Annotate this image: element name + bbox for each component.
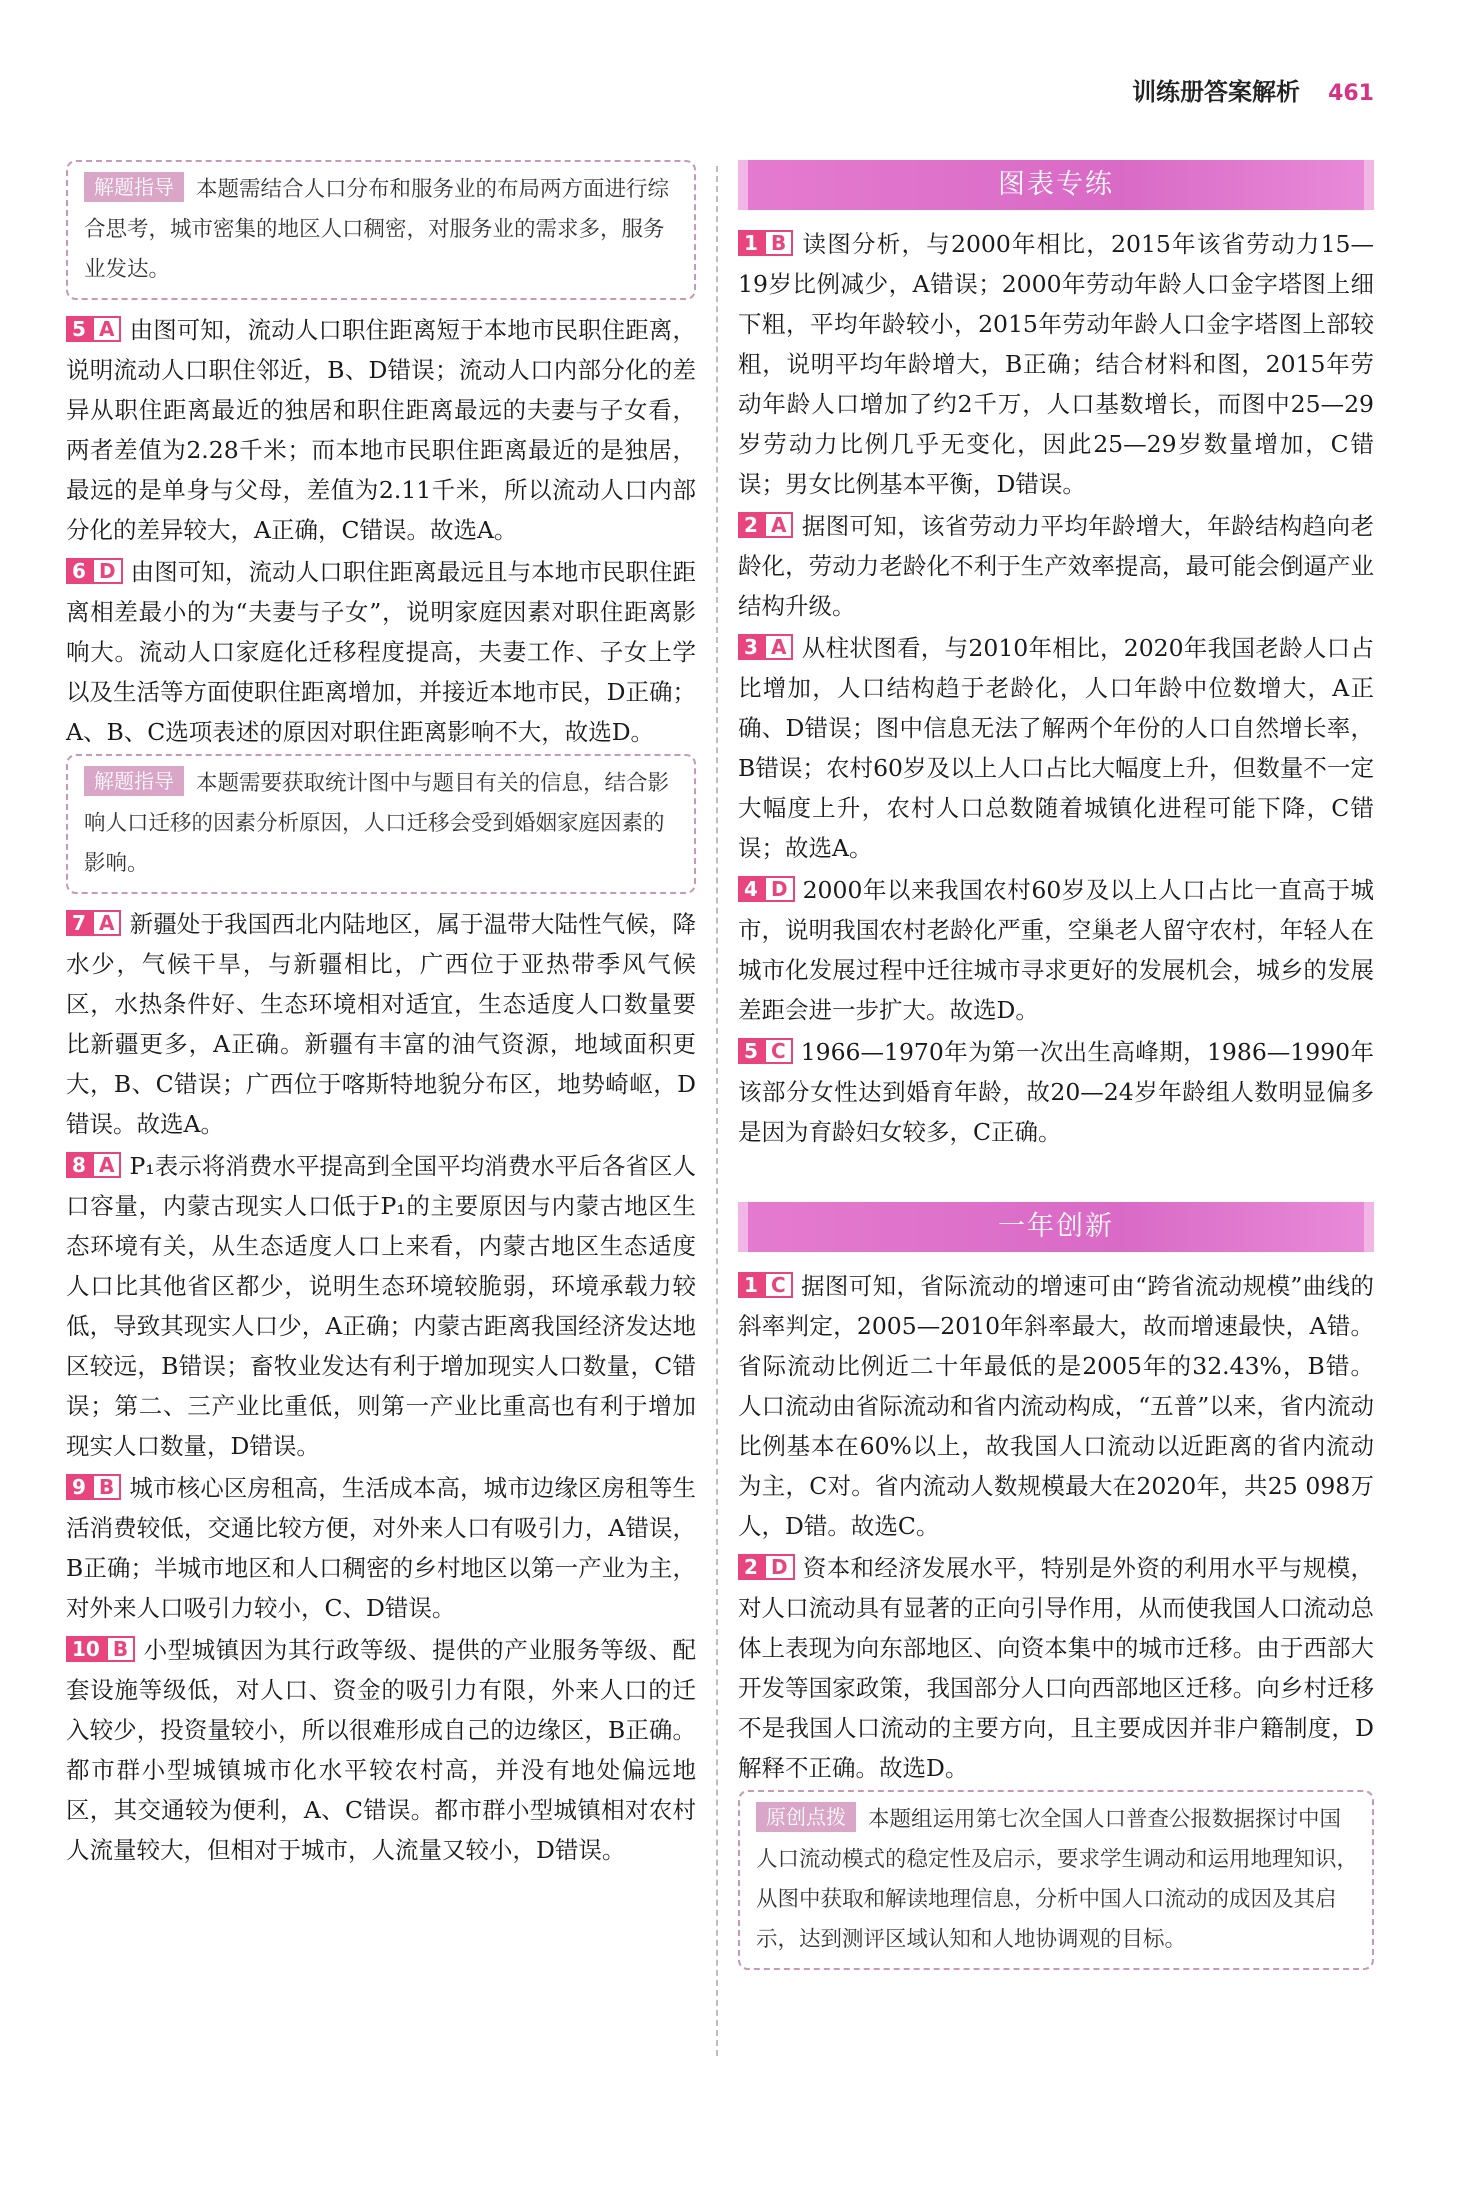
answer-item bbox=[738, 628, 1374, 868]
question-badge: 4 D bbox=[738, 876, 795, 902]
guide-tag: 解题指导 bbox=[84, 172, 184, 202]
answer-item bbox=[66, 1630, 696, 1870]
answer-text: 据图可知，省际流动的增速可由“跨省流动规模”曲线的斜率判定，2005—2010年斜率最大，故而增速最快，A错。省际流动比例近二十年最低的是2005年的32.43%，B错。人口流动由省际流动和省内流动构成，“五普”以来，省内流动比例基本在60%以上，故我国人口流动以近距离的省内流动为主，C对。省内流动人数规模最大在2020年，共25 098万人，D错。故选C。 bbox=[738, 1272, 1374, 1540]
answer-text: 城市核心区房租高，生活成本高，城市边缘区房租等生活消费较低，交通比较方便，对外来人口有吸引力，A错误，B正确；半城市地区和人口稠密的乡村地区以第一产业为主，对外来人口吸引力较小，C、D错误。 bbox=[66, 1474, 696, 1622]
answer-item bbox=[66, 552, 696, 752]
question-badge: 5 C bbox=[738, 1038, 793, 1064]
solution-guide-box bbox=[66, 754, 696, 894]
column-divider bbox=[716, 166, 718, 2056]
header-title: 训练册答案解析 bbox=[1132, 78, 1301, 106]
question-badge: 6 D bbox=[66, 558, 123, 584]
answer-item bbox=[66, 1146, 696, 1466]
page-header bbox=[1132, 72, 1374, 107]
question-badge: 9 B bbox=[66, 1474, 121, 1500]
section-banner-annual-innovation: 一年创新 bbox=[738, 1202, 1374, 1252]
page-number: 461 bbox=[1328, 81, 1374, 106]
question-badge: 2 A bbox=[738, 512, 793, 538]
section-gap bbox=[738, 1154, 1374, 1202]
left-column bbox=[66, 160, 696, 1872]
answer-text: 由图可知，流动人口职住距离短于本地市民职住距离，说明流动人口职住邻近，B、D错误；流动人口内部分化的差异从职住距离最近的独居和职住距离最远的夫妻与子女看，两者差值为2.28千米；而本地市民职住距离最近的是独居，最远的是单身与父母，差值为2.11千米，所以流动人口内部分化的差异较大，A正确，C错误。故选A。 bbox=[66, 316, 696, 544]
question-badge: 1 C bbox=[738, 1272, 793, 1298]
question-badge: 7 A bbox=[66, 910, 121, 936]
solution-guide-box bbox=[66, 160, 696, 300]
question-badge: 5 A bbox=[66, 316, 121, 342]
answer-text: 从柱状图看，与2010年相比，2020年我国老龄人口占比增加，人口结构趋于老龄化，人口年龄中位数增大，A正确、D错误；图中信息无法了解两个年份的人口自然增长率，B错误；农村60岁及以上人口占比大幅度上升，但数量不一定大幅度上升，农村人口总数随着城镇化进程可能下降，C错误；故选A。 bbox=[738, 634, 1374, 862]
question-badge: 10 B bbox=[66, 1636, 135, 1662]
answer-text: 据图可知，该省劳动力平均年龄增大，年龄结构趋向老龄化，劳动力老龄化不利于生产效率提高，最可能会倒逼产业结构升级。 bbox=[738, 512, 1374, 620]
answer-text: 读图分析，与2000年相比，2015年该省劳动力15—19岁比例减少，A错误；2000年劳动年龄人口金字塔图上细下粗，平均年龄较小，2015年劳动年龄人口金字塔图上部较粗，说明平均年龄增大，B正确；结合材料和图，2015年劳动年龄人口增加了约2千万，人口基数增长，而图中25—29岁劳动力比例几乎无变化，因此25—29岁数量增加，C错误；男女比例基本平衡，D错误。 bbox=[738, 230, 1374, 498]
guide-text: 本题需要获取统计图中与题目有关的信息，结合影响人口迁移的因素分析原因，人口迁移会受到婚姻家庭因素的影响。 bbox=[84, 771, 670, 876]
guide-tag: 解题指导 bbox=[84, 766, 184, 796]
answer-item bbox=[738, 1032, 1374, 1152]
answer-text: 小型城镇因为其行政等级、提供的产业服务等级、配套设施等级低，对人口、资金的吸引力有限，外来人口的迁入较少，投资量较小，所以很难形成自己的边缘区，B正确。都市群小型城镇城市化水平较农村高，并没有地处偏远地区，其交通较为便利，A、C错误。都市群小型城镇相对农村人流量较大，但相对于城市，人流量又较小，D错误。 bbox=[66, 1636, 696, 1864]
answer-item bbox=[66, 1468, 696, 1628]
question-badge: 1 B bbox=[738, 230, 793, 256]
section-banner-chart-practice: 图表专练 bbox=[738, 160, 1374, 210]
guide-text: 本题需结合人口分布和服务业的布局两方面进行综合思考，城市密集的地区人口稠密，对服务业的需求多，服务业发达。 bbox=[84, 177, 670, 282]
answer-text: P₁表示将消费水平提高到全国平均消费水平后各省区人口容量，内蒙古现实人口低于P₁的主要原因与内蒙古地区生态环境有关，从生态适度人口上来看，内蒙古地区生态适度人口比其他省区都少，说明生态环境较脆弱，环境承载力较低，导致其现实人口少，A正确；内蒙古距离我国经济发达地区较远，B错误；畜牧业发达有利于增加现实人口数量，C错误；第二、三产业比重低，则第一产业比重高也有利于增加现实人口数量，D错误。 bbox=[66, 1152, 696, 1460]
answer-item bbox=[738, 224, 1374, 504]
answer-text: 新疆处于我国西北内陆地区，属于温带大陆性气候，降水少，气候干旱，与新疆相比，广西位于亚热带季风气候区，水热条件好、生态环境相对适宜，生态适度人口数量要比新疆更多，A正确。新疆有丰富的油气资源，地域面积更大，B、C错误；广西位于喀斯特地貌分布区，地势崎岖，D错误。故选A。 bbox=[66, 910, 696, 1138]
question-badge: 3 A bbox=[738, 634, 793, 660]
answer-text: 资本和经济发展水平，特别是外资的利用水平与规模，对人口流动具有显著的正向引导作用，从而使我国人口流动总体上表现为向东部地区、向资本集中的城市迁移。由于西部大开发等国家政策，我国部分人口向西部地区迁移。向乡村迁移不是我国人口流动的主要方向，且主要成因并非户籍制度，D解释不正确。故选D。 bbox=[738, 1554, 1374, 1782]
question-badge: 2 D bbox=[738, 1554, 795, 1580]
answer-item bbox=[738, 1548, 1374, 1788]
answer-text: 1966—1970年为第一次出生高峰期，1986—1990年该部分女性达到婚育年龄，故20—24岁年龄组人数明显偏多是因为育龄妇女较多，C正确。 bbox=[738, 1038, 1374, 1146]
answer-item bbox=[66, 310, 696, 550]
answer-item bbox=[738, 870, 1374, 1030]
right-column bbox=[738, 160, 1374, 1980]
answer-text: 由图可知，流动人口职住距离最远且与本地市民职住距离相差最小的为“夫妻与子女”，说明家庭因素对职住距离影响大。流动人口家庭化迁移程度提高，夫妻工作、子女上学以及生活等方面使职住距离增加，并接近本地市民，D正确；A、B、C选项表述的原因对职住距离影响不大，故选D。 bbox=[66, 558, 696, 746]
original-tip-box bbox=[738, 1790, 1374, 1970]
answer-text: 2000年以来我国农村60岁及以上人口占比一直高于城市，说明我国农村老龄化严重，空巢老人留守农村，年轻人在城市化发展过程中迁往城市寻求更好的发展机会，城乡的发展差距会进一步扩大。故选D。 bbox=[738, 876, 1374, 1024]
question-badge: 8 A bbox=[66, 1152, 121, 1178]
answer-item bbox=[66, 904, 696, 1144]
guide-tag: 原创点拨 bbox=[756, 1802, 856, 1832]
answer-item bbox=[738, 506, 1374, 626]
answer-item bbox=[738, 1266, 1374, 1546]
guide-text: 本题组运用第七次全国人口普查公报数据探讨中国人口流动模式的稳定性及启示，要求学生调动和运用地理知识，从图中获取和解读地理信息，分析中国人口流动的成因及其启示，达到测评区域认知和人地协调观的目标。 bbox=[756, 1807, 1359, 1952]
